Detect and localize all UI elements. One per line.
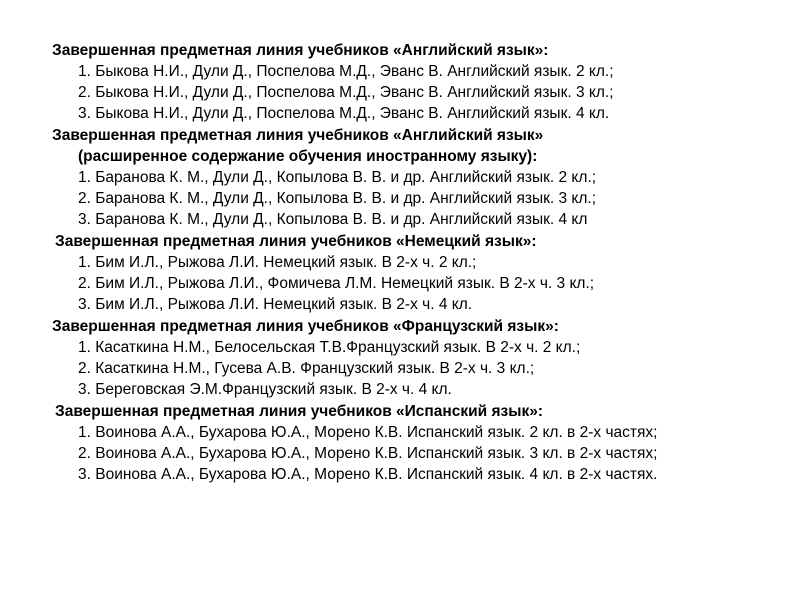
list-item: 3. Быкова Н.И., Дули Д., Поспелова М.Д., Эванс В. Английский язык. 4 кл.	[78, 105, 610, 122]
list-item: 2. Воинова А.А., Бухарова Ю.А., Морено К.В. Испанский язык. 3 кл. в 2-х частях;	[78, 445, 658, 462]
list-item: 2. Бим И.Л., Рыжова Л.И., Фомичева Л.М. Немецкий язык. В 2-х ч. 3 кл.;	[78, 275, 595, 292]
list-item: 1. Бим И.Л., Рыжова Л.И. Немецкий язык. В 2-х ч. 2 кл.;	[78, 254, 477, 271]
list-item: 3. Баранова К. М., Дули Д., Копылова В. В. и др. Английский язык. 4 кл	[78, 211, 588, 228]
section-heading: Завершенная предметная линия учебников «Немецкий язык»:	[55, 233, 537, 250]
section-heading: Завершенная предметная линия учебников «Английский язык»:	[52, 42, 549, 59]
list-item: 1. Касаткина Н.М., Белосельская Т.В.Французский язык. В 2-х ч. 2 кл.;	[78, 339, 581, 356]
list-item: 2. Касаткина Н.М., Гусева А.В. Французский язык. В 2-х ч. 3 кл.;	[78, 360, 535, 377]
list-item: 3. Береговская Э.М.Французский язык. В 2-х ч. 4 кл.	[78, 381, 452, 398]
section-heading: Завершенная предметная линия учебников «Французский язык»:	[52, 318, 559, 335]
list-item: 3. Воинова А.А., Бухарова Ю.А., Морено К.В. Испанский язык. 4 кл. в 2-х частях.	[78, 466, 658, 483]
list-item: 1. Быкова Н.И., Дули Д., Поспелова М.Д., Эванс В. Английский язык. 2 кл.;	[78, 63, 614, 80]
list-item: 1. Воинова А.А., Бухарова Ю.А., Морено К.В. Испанский язык. 2 кл. в 2-х частях;	[78, 424, 658, 441]
list-item: 2. Быкова Н.И., Дули Д., Поспелова М.Д., Эванс В. Английский язык. 3 кл.;	[78, 84, 614, 101]
section-heading-continuation: (расширенное содержание обучения иностранному языку):	[78, 148, 538, 165]
section-heading: Завершенная предметная линия учебников «Английский язык»	[52, 127, 544, 144]
section-heading: Завершенная предметная линия учебников «Испанский язык»:	[55, 403, 544, 420]
list-item: 2. Баранова К. М., Дули Д., Копылова В. В. и др. Английский язык. 3 кл.;	[78, 190, 597, 207]
list-item: 3. Бим И.Л., Рыжова Л.И. Немецкий язык. В 2-х ч. 4 кл.	[78, 296, 473, 313]
list-item: 1. Баранова К. М., Дули Д., Копылова В. В. и др. Английский язык. 2 кл.;	[78, 169, 597, 186]
